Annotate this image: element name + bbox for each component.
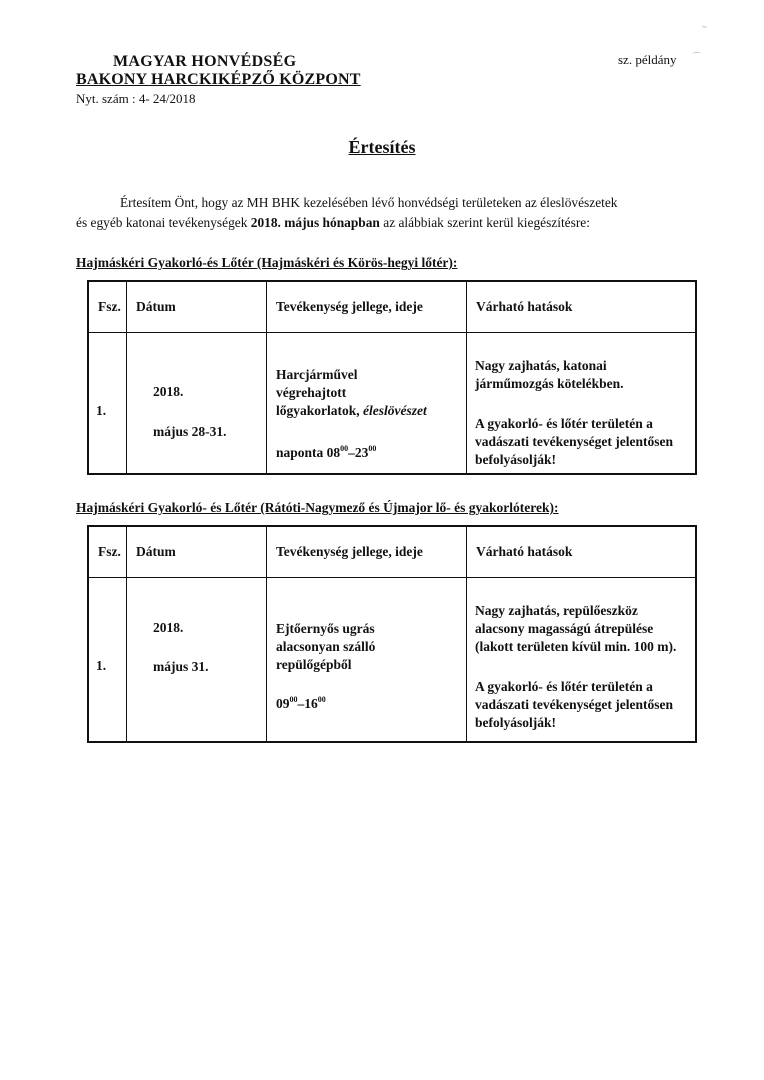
table-row: [88, 578, 696, 743]
activity-table: [87, 280, 697, 475]
row-year: 2018.: [153, 384, 184, 399]
activity-time: $09^{00}-16^{00}$: [276, 695, 326, 711]
intro-text-3: az alábbiak szerint kerül kiegészítésre:: [383, 215, 590, 230]
row-activity-cell: [267, 333, 467, 475]
effects-line: alacsony magasságú átrepülése: [475, 621, 654, 636]
row-num: 1.: [96, 403, 107, 418]
warning-line: befolyásolják!: [475, 452, 556, 467]
header-effects: Várható hatások: [467, 526, 697, 578]
header-activity: Tevékenység jellege, ideje: [267, 526, 467, 578]
header-num: Fsz.: [88, 281, 127, 333]
row-effects-cell: [467, 333, 697, 475]
effects-text: [475, 357, 624, 393]
row-num-cell: [88, 578, 127, 743]
intro-text-2: és egyéb katonai tevékenységek: [76, 215, 248, 230]
activity-table: [87, 525, 697, 743]
document-title: Értesítés: [348, 137, 416, 157]
header-activity: Tevékenység jellege, ideje: [267, 281, 467, 333]
table-header-row: [88, 281, 696, 333]
header-effects: Várható hatások: [467, 281, 697, 333]
organization-unit: BAKONY HARCKIKÉPZŐ KÖZPONT: [76, 71, 361, 88]
warning-line: vadászati tevékenységet jelentősen: [475, 434, 673, 449]
warning-line: A gyakorló- és lőtér területén a: [475, 679, 653, 694]
row-num: 1.: [96, 658, 107, 673]
warning-line: befolyásolják!: [475, 715, 556, 730]
effects-line: járműmozgás kötelékben.: [475, 376, 624, 391]
activity-line: végrehajtott: [276, 385, 347, 400]
activity-line: repülőgépből: [276, 657, 352, 672]
intro-paragraph: [76, 193, 716, 233]
activity-line: lőgyakorlatok,: [276, 403, 360, 418]
warning-text: [475, 415, 673, 469]
activity-line: Harcjárművel: [276, 367, 358, 382]
effects-line: Nagy zajhatás, repülőeszköz: [475, 603, 638, 618]
warning-text: [475, 678, 673, 732]
row-date-cell: [127, 578, 267, 743]
activity-italic: éleslövészet: [363, 403, 427, 418]
intro-text-1: Értesítem Önt, hogy az MH BHK kezelésében lévő honvédségi területeken az éleslövészetek: [120, 195, 618, 210]
section-heading: Hajmáskéri Gyakorló- és Lőtér (Rátóti-Nagymező és Újmajor lő- és gyakorlóterek):: [76, 500, 559, 515]
scan-mark: ~: [702, 22, 707, 32]
activity-time: naponta $08^{00}-23^{00}$: [276, 444, 377, 460]
header-date: Dátum: [127, 526, 267, 578]
section-heading: Hajmáskéri Gyakorló-és Lőtér (Hajmáskéri és Körös-hegyi lőtér):: [76, 255, 458, 270]
activity-text: [276, 620, 375, 674]
copy-label: sz. példány: [618, 52, 677, 67]
reference-number: Nyt. szám : 4- 24/2018: [76, 91, 196, 106]
scan-mark: ⌒: [692, 52, 702, 62]
warning-line: vadászati tevékenységet jelentősen: [475, 697, 673, 712]
effects-text: [475, 602, 676, 656]
warning-line: A gyakorló- és lőtér területén a: [475, 416, 653, 431]
organization-name: MAGYAR HONVÉDSÉG: [113, 53, 297, 70]
row-year: 2018.: [153, 620, 184, 635]
header-date: Dátum: [127, 281, 267, 333]
row-days: május 28-31.: [153, 424, 227, 439]
row-days: május 31.: [153, 659, 209, 674]
intro-period: 2018. május hónapban: [250, 215, 380, 230]
activity-line: alacsonyan szálló: [276, 639, 376, 654]
row-date-cell: [127, 333, 267, 475]
activity-text: [276, 366, 427, 420]
table-row: [88, 333, 696, 475]
activity-line: Ejtőernyős ugrás: [276, 621, 375, 636]
row-num-cell: [88, 333, 127, 475]
header-num: Fsz.: [88, 526, 127, 578]
row-effects-cell: [467, 578, 697, 743]
table-header-row: [88, 526, 696, 578]
effects-line: (lakott területen kívül min. 100 m).: [475, 639, 677, 654]
effects-line: Nagy zajhatás, katonai: [475, 358, 607, 373]
row-activity-cell: [267, 578, 467, 743]
